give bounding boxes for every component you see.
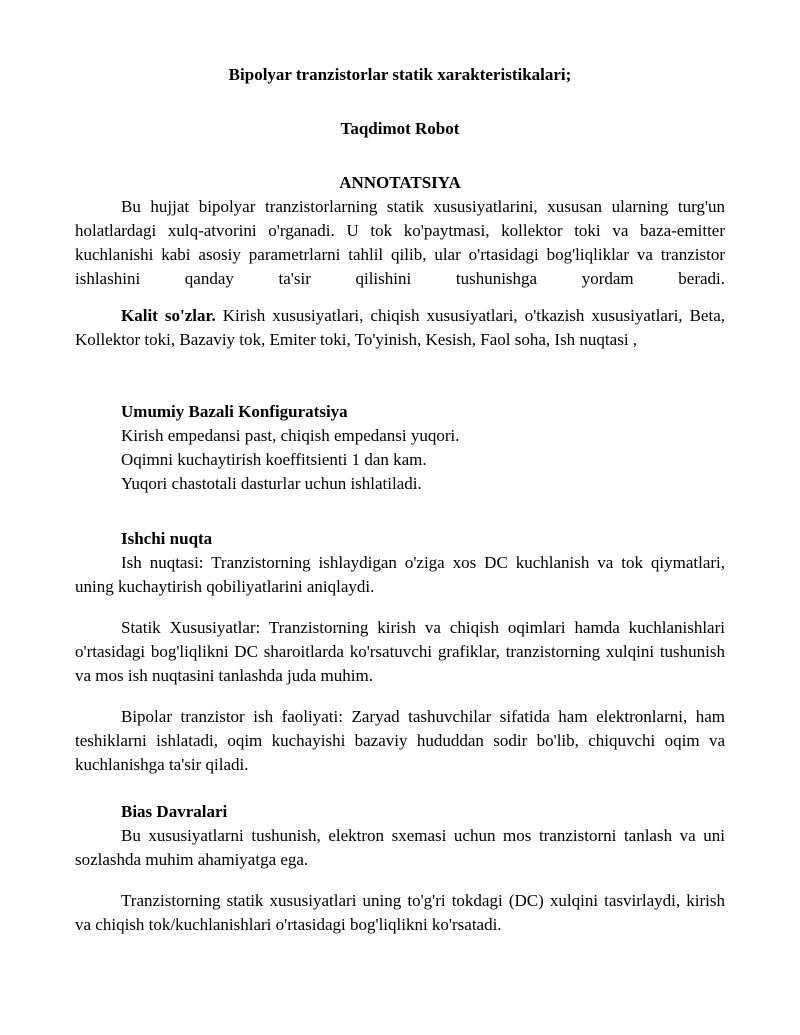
operating-point-paragraph: Statik Xususiyatlar: Tranzistorning kirish va chiqish oqimlari hamda kuchlanishlari o'rtasidagi bog'liqlikni DC sharoitlarda ko'rsatuvchi grafiklar, tranzistorning xulqini tushunish va mos ish nuqtasini tanlashda juda muhim.: [75, 618, 725, 685]
operating-point-paragraph: Bipolar tranzistor ish faoliyati: Zaryad tashuvchilar sifatida ham elektronlarni, ham teshiklarni ishlatadi, oqim kuchayishi bazaviy hududdan sodir bo'lib, chiquvchi oqim va kuchlanishga ta'sir qiladi.: [75, 707, 725, 774]
section-heading-operating-point: Ishchi nuqta: [121, 529, 213, 548]
annotation-paragraph: Bu hujjat bipolyar tranzistorlarning statik xususiyatlarini, xususan ularning turg'un holatlardagi xulq-atvorini o'rganadi. U tok ko'paytmasi, kollektor toki va baza-emitter kuchlanishi kabi asosiy parametrlarni tahlil qilib, ular o'rtasidagi bog'liqliklar va tranzistor ishlashini qanday ta'sir qilishini tushunishga yordam beradi.: [75, 197, 725, 288]
section-heading-bias: Bias Davralari: [121, 802, 228, 821]
keywords-paragraph: [75, 304, 725, 352]
common-base-line: Yuqori chastotali dasturlar uchun ishlatiladi.: [121, 474, 422, 493]
operating-point-paragraph: Ish nuqtasi: Tranzistorning ishlaydigan o'ziga xos DC kuchlanish va tok qiymatlari, uning kuchaytirish qobiliyatlarini aniqlaydi.: [75, 553, 725, 596]
annotation-heading: ANNOTATSIYA: [339, 173, 461, 192]
bias-paragraph: Bu xususiyatlarni tushunish, elektron sxemasi uchun mos tranzistorni tanlash va uni sozlashda muhim ahamiyatga ega.: [75, 826, 725, 869]
keywords-text: Kirish xususiyatlari, chiqish xususiyatlari, o'tkazish xususiyatlari, Beta, Kollektor toki, Bazaviy tok, Emiter toki, To'yinish, Kesish, Faol soha, Ish nuqtasi ,: [75, 306, 725, 349]
common-base-line: Oqimni kuchaytirish koeffitsienti 1 dan kam.: [121, 450, 427, 469]
common-base-line: Kirish empedansi past, chiqish empedansi yuqori.: [121, 426, 460, 445]
document-subtitle: Taqdimot Robot: [340, 119, 460, 138]
bias-paragraph: Tranzistorning statik xususiyatlari uning to'g'ri tokdagi (DC) xulqini tasvirlaydi, kirish va chiqish tok/kuchlanishlari o'rtasidagi bog'liqlikni ko'rsatadi.: [75, 891, 725, 934]
section-heading-common-base: Umumiy Bazali Konfiguratsiya: [121, 402, 348, 421]
keywords-label: Kalit so'zlar.: [121, 306, 216, 325]
document-title: Bipolyar tranzistorlar statik xarakteristikalari;: [228, 65, 572, 84]
